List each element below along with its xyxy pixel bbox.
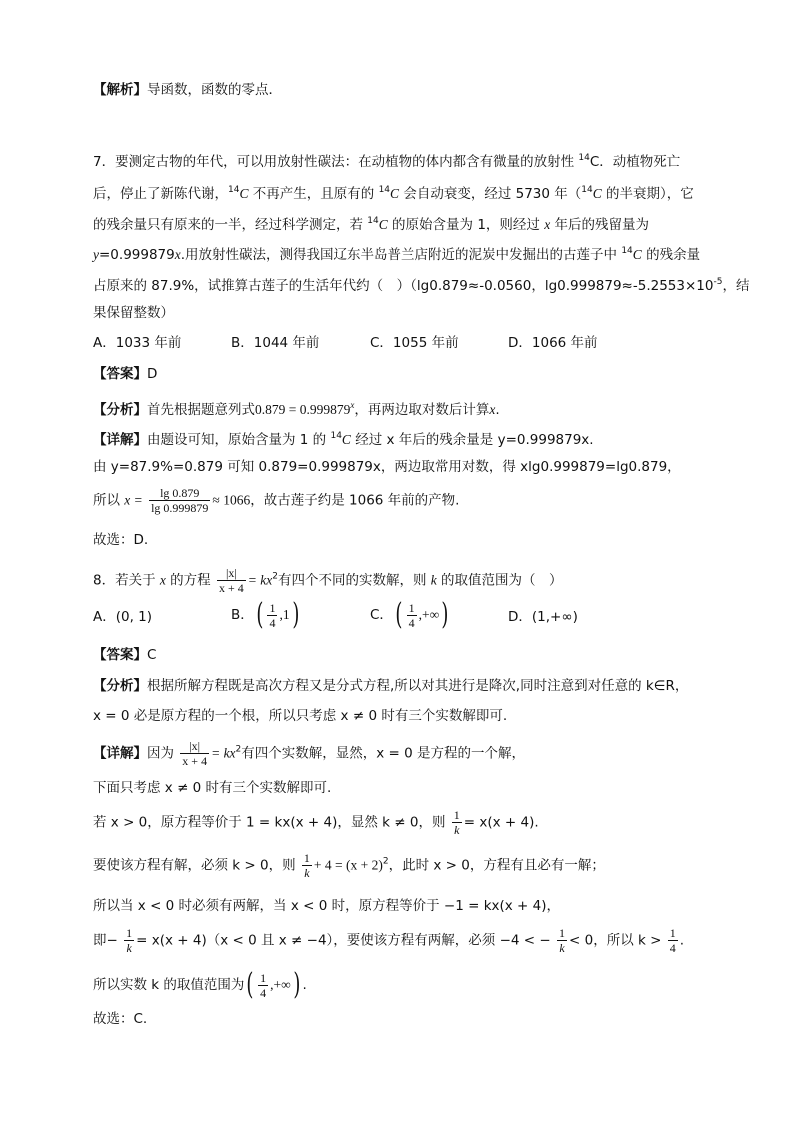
q7-text: x — [174, 247, 181, 262]
paren: ) — [291, 597, 299, 632]
detail-tag: 【详解】 — [93, 432, 147, 448]
q7-option-a: A．1033 年前 — [93, 335, 182, 351]
q8-option-b — [231, 597, 301, 632]
q8-text: < 0，所以 k > — [569, 932, 662, 949]
denominator: 4 — [669, 941, 676, 955]
superscript: 2 — [382, 856, 389, 867]
analysis-line — [93, 82, 282, 98]
fraction — [149, 486, 210, 515]
q8-detail-8: 故选：C. — [93, 1011, 148, 1027]
q7-text: .用放射性碳法，测得我国辽东半岛普兰店附近的泥炭中发掘出的古莲子中 — [180, 247, 622, 263]
q8-text: x — [159, 572, 166, 588]
q7-line4 — [93, 243, 700, 263]
q8-text: 有四个不同的实数解，则 — [277, 572, 431, 589]
answer-value: D — [147, 366, 158, 382]
math: x = — [124, 492, 143, 508]
denominator: x + 4 — [182, 754, 208, 768]
fraction — [267, 601, 277, 630]
q8-detail-3 — [93, 808, 539, 837]
q8-text: 若 x > 0，原方程等价于 1 = kx(x + 4)，显然 k ≠ 0，则 — [93, 814, 446, 831]
denominator: k — [304, 866, 310, 880]
q8-text: = x(x + 4)（x < 0 且 x ≠ −4），要使该方程有两解，必须 −4 < − — [136, 932, 551, 949]
numerator: 1 — [408, 600, 415, 615]
q7-text: C — [239, 186, 249, 201]
q8-text: 因为 — [147, 745, 174, 762]
superscript: 14 — [581, 185, 593, 195]
q8-line1 — [93, 566, 563, 595]
q7-text: ，故古莲子约是 1066 年前的产物. — [250, 492, 460, 509]
q8-detail-5: 所以当 x < 0 时必须有两解，当 x < 0 时，原方程等价于 −1 = kx(x + 4)， — [93, 898, 561, 914]
q7-text: C．动植物死亡 — [589, 154, 681, 170]
q8-detail-7 — [93, 967, 307, 1002]
fraction — [217, 566, 246, 595]
q8-detail-1 — [93, 739, 525, 768]
q8-text: 有四个实数解，显然，x = 0 是方程的一个解， — [241, 745, 526, 762]
q8-option-a: A．(0, 1) — [93, 609, 153, 625]
q7-line1 — [93, 150, 680, 170]
q7-text: ，再两边取对数后计算 — [354, 402, 490, 418]
math: = kx — [211, 745, 236, 761]
fraction — [407, 601, 417, 630]
q7-text: 会自动衰变，经过 5730 年（ — [399, 186, 582, 202]
q7-text: C — [632, 247, 642, 262]
q8-analysis-1 — [93, 678, 688, 694]
q7-text: x — [544, 217, 551, 232]
paren: ( — [246, 967, 254, 1002]
superscript: -5 — [713, 277, 723, 287]
q7-text: =0.999879 — [99, 247, 175, 263]
math: + 4 = (x + 2) — [313, 857, 383, 873]
q7-text: 7．要测定古物的年代，可以用放射性碳法：在动植物的体内都含有微量的放射性 — [93, 154, 579, 170]
math: ,1 — [279, 607, 290, 622]
q7-text: C — [592, 186, 602, 201]
detail-tag: 【详解】 — [93, 745, 147, 762]
q7-line6: 果保留整数） — [93, 305, 174, 321]
q7-answer — [93, 366, 157, 382]
q8-text: = x(x + 4). — [463, 814, 539, 831]
q8-options — [93, 597, 713, 636]
q7-text: ，结 — [722, 278, 750, 294]
superscript: 2 — [235, 744, 242, 755]
fraction — [668, 926, 678, 955]
q7-detail-3 — [93, 486, 459, 515]
q8-text: 所以实数 k 的取值范围为 — [93, 977, 245, 993]
q7-option-b: B．1044 年前 — [231, 335, 320, 351]
q8-text: ，此时 x > 0，方程有且必有一解； — [388, 857, 605, 874]
superscript: 14 — [330, 431, 342, 441]
q7-text: C — [390, 186, 400, 201]
numerator: 1 — [453, 808, 460, 822]
numerator: 1 — [559, 926, 565, 940]
q7-text: . — [495, 402, 500, 418]
fraction — [557, 926, 567, 955]
numerator: 1 — [269, 600, 276, 615]
q7-text: 的残余量只有原来的一半，经过科学测定，若 — [93, 217, 368, 233]
math: ,+∞ — [418, 607, 440, 622]
q8-option-d: D．(1,+∞) — [508, 609, 578, 625]
fraction — [302, 851, 312, 880]
paren: ( — [256, 597, 264, 632]
denominator: k — [126, 941, 132, 955]
q7-text: 经过 x 年后的残余量是 — [350, 432, 498, 448]
math: ,+∞ — [270, 977, 291, 992]
q7-text: 后，停止了新陈代谢， — [93, 186, 228, 202]
q8-text: 根据所解方程既是高次方程又是分式方程,所以对其进行是降次,同时注意到对任意的 k∈R， — [147, 678, 689, 694]
q7-options — [93, 335, 703, 353]
math: ≈ 1066 — [212, 492, 251, 508]
q8-analysis-2: x = 0 必是原方程的一个根，所以只考虑 x ≠ 0 时有三个实数解即可. — [93, 708, 508, 724]
superscript: 14 — [578, 153, 590, 163]
q8-detail-2: 下面只考虑 x ≠ 0 时有三个实数解即可. — [93, 780, 332, 796]
q8-text: 8．若关于 — [93, 572, 160, 589]
answer-tag: 【答案】 — [93, 647, 147, 663]
q7-text: 所以 — [93, 492, 125, 509]
superscript: 14 — [621, 246, 633, 256]
denominator: 4 — [269, 615, 276, 630]
numerator: 1 — [260, 970, 267, 985]
denominator: k — [454, 823, 460, 837]
analysis-tag: 【分析】 — [93, 678, 147, 694]
q7-option-d: D．1066 年前 — [508, 335, 598, 351]
superscript: 14 — [378, 185, 391, 195]
q8-text: k — [430, 572, 437, 588]
numerator: lg 0.879 — [149, 486, 210, 501]
denominator: 4 — [260, 985, 267, 1000]
math: 0.879 = 0.999879 — [255, 402, 351, 417]
q7-line3 — [93, 213, 649, 233]
denominator: x + 4 — [218, 581, 244, 595]
paren: ) — [441, 597, 449, 632]
option-label: C． — [370, 607, 393, 623]
q8-text: 即− — [93, 932, 118, 949]
q7-text: 占原来的 87.9%，试推算古莲子的生活年代约（ ）（lg0.879≈-0.0560，lg0.999879≈-5.2553×10 — [93, 278, 714, 294]
denominator: k — [559, 941, 565, 955]
q7-text: y=0.999879x. — [497, 432, 594, 448]
numerator: 1 — [303, 851, 310, 865]
denominator: 4 — [408, 615, 415, 630]
fraction — [452, 808, 462, 837]
q8-text: 要使该方程有解，必须 k > 0，则 — [93, 857, 296, 874]
analysis-tag: 【分析】 — [93, 402, 147, 418]
q8-text: 的方程 — [165, 572, 211, 589]
superscript: 2 — [272, 571, 278, 582]
q7-text: 的残余量 — [641, 247, 701, 263]
q7-text: C — [378, 217, 388, 232]
analysis-tag: 【解析】 — [93, 82, 147, 98]
paren: ( — [395, 597, 403, 632]
numerator: |x| — [217, 566, 246, 581]
superscript: 14 — [367, 216, 379, 226]
q7-detail-4: 故选：D. — [93, 532, 149, 548]
q7-analysis — [93, 397, 500, 418]
q8-detail-4 — [93, 851, 605, 880]
answer-value: C — [147, 647, 157, 663]
q8-text: 的取值范围为（ ） — [436, 572, 563, 589]
q7-text: 由题设可知，原始含量为 1 的 — [147, 432, 331, 448]
q7-detail-2: 由 y=87.9%=0.879 可知 0.879=0.999879x，两边取常用对数，得 xlg0.999879=lg0.879， — [93, 459, 681, 475]
q7-option-c: C．1055 年前 — [370, 335, 459, 351]
q7-text: y — [93, 247, 99, 262]
answer-tag: 【答案】 — [93, 366, 147, 382]
superscript: x — [350, 400, 355, 410]
numerator: 1 — [126, 926, 133, 940]
fraction — [258, 971, 268, 1000]
option-label: B． — [231, 607, 254, 623]
analysis-text: 导函数，函数的零点． — [147, 82, 282, 98]
q7-detail-1 — [93, 428, 594, 448]
math: = kx — [247, 572, 273, 588]
q7-text: 不再产生，且原有的 — [248, 186, 379, 202]
q7-text: 年后的残留量为 — [550, 217, 650, 233]
fraction — [124, 926, 134, 955]
q7-text: C — [341, 432, 351, 447]
q7-text: 的半衰期），它 — [601, 186, 694, 202]
q8-text: . — [679, 932, 684, 949]
numerator: |x| — [180, 739, 209, 754]
q8-detail-6 — [93, 926, 684, 955]
numerator: 1 — [669, 926, 676, 940]
q7-line2 — [93, 182, 694, 202]
superscript: 14 — [228, 185, 240, 195]
q8-option-c — [370, 597, 451, 632]
q7-text: 的原始含量为 1，则经过 — [387, 217, 545, 233]
q7-line5 — [93, 274, 749, 294]
denominator: lg 0.999879 — [151, 501, 209, 515]
math: x — [489, 402, 496, 417]
q8-answer — [93, 647, 156, 663]
q7-text: 首先根据题意列式 — [147, 402, 255, 418]
q8-text: . — [302, 977, 307, 993]
paren: ) — [293, 967, 301, 1002]
fraction — [180, 739, 209, 768]
